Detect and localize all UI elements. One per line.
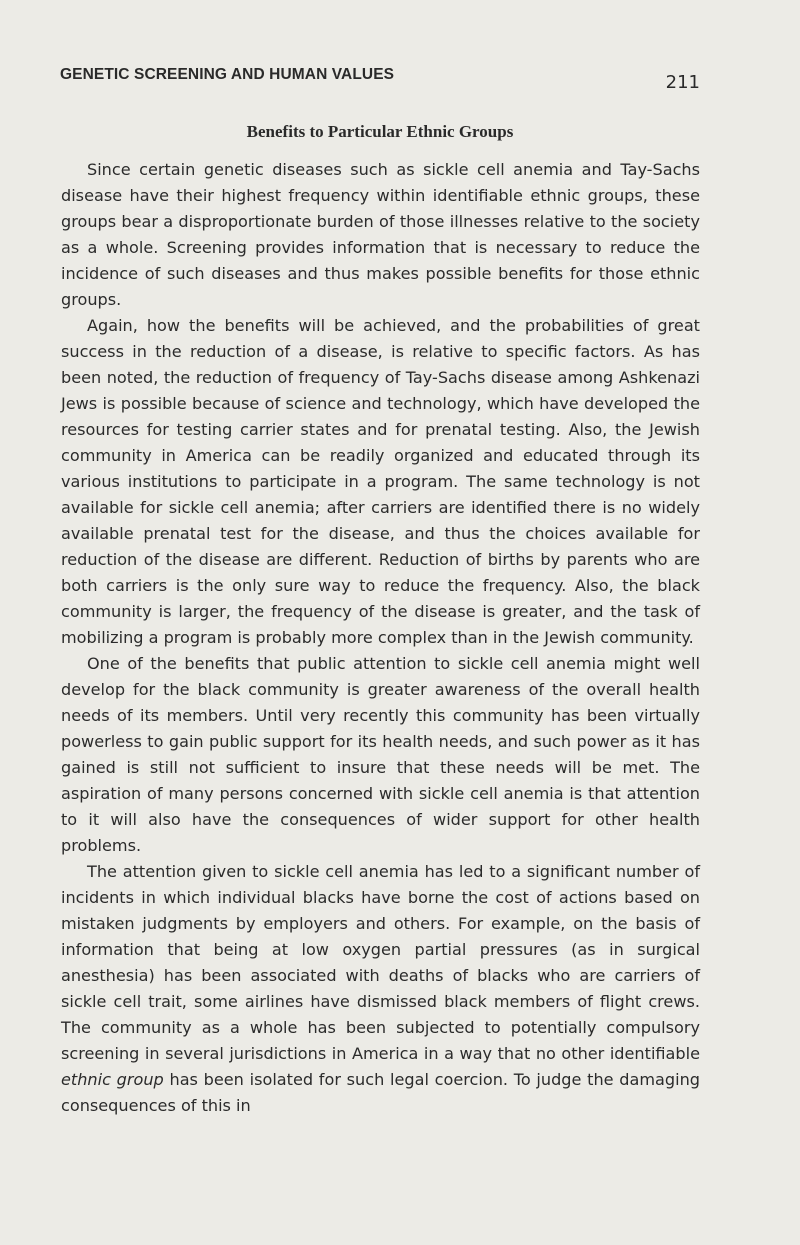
paragraph: Since certain genetic diseases such as sickle cell anemia and Tay-Sachs disease have their highest frequency within identifiable ethnic groups, these groups bear a disproportionate burden of those illnesses relative to the society as a whole. Screening provides information that is necessary to reduce the incidence of such diseases and thus makes possible benefits for those ethnic groups.	[61, 160, 700, 309]
section-title: Benefits to Particular Ethnic Groups	[246, 122, 514, 141]
paragraph	[61, 859, 700, 1119]
running-head: GENETIC SCREENING AND HUMAN VALUES	[60, 66, 395, 83]
paragraph-text: has been isolated for such legal coercion. To judge the damaging consequences of this in	[61, 1070, 700, 1115]
paragraph-text: The attention given to sickle cell anemia has led to a significant number of incidents in which individual blacks have borne the cost of actions based on mistaken judgments by employers and others. For example, on the basis of information that being at low oxygen partial pressures (as in surgical anesthesia) has been associated with deaths of blacks who are carriers of sickle cell trait, some airlines have dismissed black members of flight crews. The community as a whole has been subjected to potentially compulsory screening in several jurisdictions in America in a way that no other identifiable	[61, 862, 700, 1063]
body-text	[61, 157, 700, 1119]
page-number: 211	[665, 72, 700, 93]
paragraph: Again, how the benefits will be achieved, and the probabilities of great success in the reduction of a disease, is relative to specific factors. As has been noted, the reduction of frequency of Tay-Sachs disease among Ashkenazi Jews is possible because of science and technology, which have developed the resources for testing carrier states and for prenatal testing. Also, the Jewish community in America can be readily organized and educated through its various institutions to participate in a program. The same technology is not available for sickle cell anemia; after carriers are identified there is no widely available prenatal test for the disease, and thus the choices available for reduction of the disease are different. Reduction of births by parents who are both carriers is the only sure way to reduce the frequency. Also, the black community is larger, the frequency of the disease is greater, and the task of mobilizing a program is probably more complex than in the Jewish community.	[61, 316, 700, 647]
page-header	[60, 66, 700, 98]
italic-phrase: ethnic group	[61, 1070, 164, 1089]
paragraph: One of the benefits that public attention to sickle cell anemia might well develop for the black community is greater awareness of the overall health needs of its members. Until very recently this community has been virtually powerless to gain public support for its health needs, and such power as it has gained is still not sufficient to insure that these needs will be met. The aspiration of many persons concerned with sickle cell anemia is that attention to it will also have the consequences of wider support for other health problems.	[61, 654, 700, 855]
